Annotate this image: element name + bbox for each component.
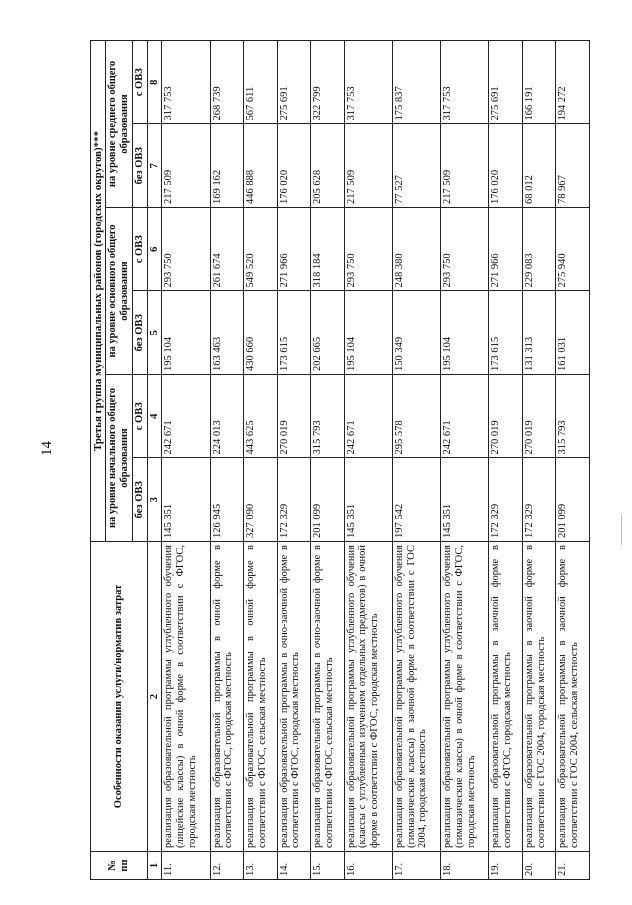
table-body [162, 41, 590, 880]
page-number: 14 [39, 441, 55, 456]
row-value: 242 671 [162, 375, 210, 459]
row-value: 202 665 [311, 291, 344, 375]
row-value: 248 380 [392, 208, 440, 292]
row-value: 195 104 [162, 291, 210, 375]
row-value: 295 578 [392, 375, 440, 459]
row-value: 318 184 [311, 208, 344, 292]
header-with-ovz: с ОВЗ [132, 208, 147, 292]
row-value: 77 527 [392, 124, 440, 208]
row-value: 78 967 [556, 124, 590, 208]
row-value: 176 020 [277, 124, 310, 208]
table-row [344, 41, 392, 880]
row-number: 12. [210, 852, 243, 880]
table-row [244, 41, 277, 880]
row-value: 201 099 [556, 458, 590, 542]
row-value: 173 615 [489, 291, 522, 375]
header-with-ovz: с ОВЗ [132, 41, 147, 125]
row-value: 242 671 [344, 375, 392, 459]
row-description: реализация образовательной программы в очно-заочной форме в соответствии с ФГОС, городская местность [277, 542, 310, 852]
row-value: 150 349 [392, 291, 440, 375]
row-number: 11. [162, 852, 210, 880]
row-value: 446 888 [244, 124, 277, 208]
row-value: 172 329 [489, 458, 522, 542]
row-value: 169 162 [210, 124, 243, 208]
row-value: 242 671 [441, 375, 489, 459]
table-row [489, 41, 522, 880]
row-value: 145 351 [441, 458, 489, 542]
header-group: Третья группа муниципальных районов (городских округов)*** [91, 41, 106, 542]
row-value: 327 090 [244, 458, 277, 542]
header-features: Особенности оказания услуги/норматив затрат [91, 542, 148, 852]
row-description: реализация образовательной программы в очно-заочной форме в соответствии с ФГОС, сельская местность [311, 542, 344, 852]
header-level-secondary: на уровне среднего общего образования [106, 41, 133, 208]
rotated-table-wrapper [90, 40, 590, 880]
row-value: 268 739 [210, 41, 243, 125]
row-value: 322 799 [311, 41, 344, 125]
row-value: 224 013 [210, 375, 243, 459]
row-value: 317 753 [344, 41, 392, 125]
row-value: 197 542 [392, 458, 440, 542]
row-value: 293 750 [162, 208, 210, 292]
row-value: 270 019 [522, 375, 555, 459]
row-value: 68 012 [522, 124, 555, 208]
row-value: 145 351 [344, 458, 392, 542]
row-number: 21. [556, 852, 590, 880]
row-value: 173 615 [277, 291, 310, 375]
row-value: 271 966 [277, 208, 310, 292]
row-value: 172 329 [522, 458, 555, 542]
index-cell: 4 [147, 375, 162, 459]
row-value: 261 674 [210, 208, 243, 292]
row-number: 20. [522, 852, 555, 880]
row-value: 166 191 [522, 41, 555, 125]
index-cell: 3 [147, 458, 162, 542]
row-value: 229 083 [522, 208, 555, 292]
row-description: реализация образовательной программы углубленного обучения (классы с углубленным изучением отдельных предметов) в очной форме в соответствии с ФГОС, городская местность [344, 542, 392, 852]
table-row [210, 41, 243, 880]
row-description: реализация образовательной программы углубленного обучения (гимназические классы) в заочной форме в соответствии с ГОС 2004, городская местность [392, 542, 440, 852]
cost-standards-table [90, 40, 590, 880]
row-value: 549 520 [244, 208, 277, 292]
header-without-ovz: без ОВЗ [132, 124, 147, 208]
header-level-basic: на уровне основного общего образования [106, 208, 133, 375]
header-without-ovz: без ОВЗ [132, 458, 147, 542]
header-level-primary: на уровне начального общего образования [106, 375, 133, 542]
row-description: реализация образовательной программы в очной форме в соответствии с ФГОС, городская местность [210, 542, 243, 852]
row-value: 131 313 [522, 291, 555, 375]
row-value: 175 837 [392, 41, 440, 125]
rotated-table-content [90, 40, 590, 880]
index-cell: 6 [147, 208, 162, 292]
table-row [556, 41, 590, 880]
row-description: реализация образовательной программы в заочной форме в соответствии с ГОС 2004, сельская местность [556, 542, 590, 852]
row-value: 195 104 [344, 291, 392, 375]
row-value: 172 329 [277, 458, 310, 542]
header-with-ovz: с ОВЗ [132, 375, 147, 459]
row-value: 126 945 [210, 458, 243, 542]
table-row [162, 41, 210, 880]
row-value: 317 753 [162, 41, 210, 125]
index-cell: 1 [147, 852, 162, 880]
row-number: 17. [392, 852, 440, 880]
row-value: 293 750 [441, 208, 489, 292]
index-cell: 8 [147, 41, 162, 125]
header-number: № пп [91, 852, 148, 880]
row-value: 315 793 [556, 375, 590, 459]
header-without-ovz: без ОВЗ [132, 291, 147, 375]
table-row [392, 41, 440, 880]
row-value: 293 750 [344, 208, 392, 292]
table-row [311, 41, 344, 880]
index-cell: 7 [147, 124, 162, 208]
row-number: 14. [277, 852, 310, 880]
row-value: 443 625 [244, 375, 277, 459]
row-number: 18. [441, 852, 489, 880]
row-value: 270 019 [277, 375, 310, 459]
row-value: 275 691 [277, 41, 310, 125]
row-value: 161 031 [556, 291, 590, 375]
row-description: реализация образовательной программы в заочной форме в соответствии с ГОС 2004, городская местность [522, 542, 555, 852]
row-value: 317 753 [441, 41, 489, 125]
row-value: 195 104 [441, 291, 489, 375]
table-row [441, 41, 489, 880]
table-row [522, 41, 555, 880]
row-value: 217 509 [441, 124, 489, 208]
index-cell: 5 [147, 291, 162, 375]
row-description: реализация образовательной программы углубленного обучения (лицейские классы) в очной форме в соответствии с ФГОС, городская местность [162, 542, 210, 852]
row-value: 217 509 [344, 124, 392, 208]
row-number: 13. [244, 852, 277, 880]
row-value: 270 019 [489, 375, 522, 459]
row-value: 217 509 [162, 124, 210, 208]
row-value: 145 351 [162, 458, 210, 542]
row-value: 315 793 [311, 375, 344, 459]
row-value: 271 966 [489, 208, 522, 292]
row-description: реализация образовательной программы в заочной форме в соответствии с ФГОС, городская местность [489, 542, 522, 852]
row-number: 16. [344, 852, 392, 880]
row-value: 430 660 [244, 291, 277, 375]
row-value: 201 099 [311, 458, 344, 542]
index-cell: 2 [147, 542, 162, 852]
row-number: 19. [489, 852, 522, 880]
scan-edge-mark [621, 515, 622, 545]
row-value: 205 628 [311, 124, 344, 208]
row-number: 15. [311, 852, 344, 880]
row-description: реализация образовательной программы в очной форме в соответствии с ФГОС, сельская местность [244, 542, 277, 852]
row-description: реализация образовательной программы углубленного обучения (гимназические классы) в очной форме в соответствии с ФГОС, городская местность [441, 542, 489, 852]
row-value: 275 691 [489, 41, 522, 125]
row-value: 163 463 [210, 291, 243, 375]
row-value: 275 940 [556, 208, 590, 292]
row-value: 176 020 [489, 124, 522, 208]
row-value: 567 611 [244, 41, 277, 125]
row-value: 194 272 [556, 41, 590, 125]
table-row [277, 41, 310, 880]
